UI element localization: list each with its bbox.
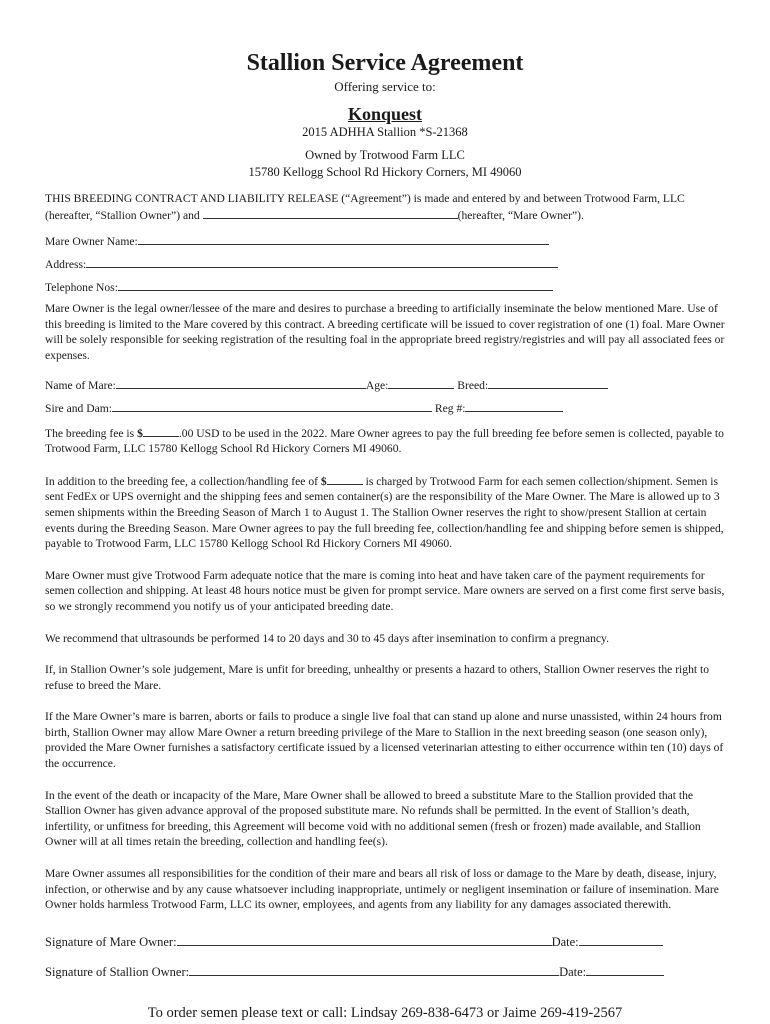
stallion-owner-date-label: Date: bbox=[559, 964, 587, 979]
mare-owner-signature-blank[interactable] bbox=[177, 933, 552, 946]
breed-blank[interactable] bbox=[488, 377, 608, 389]
mare-owner-name-field[interactable] bbox=[45, 233, 725, 250]
death-paragraph: In the event of the death or incapacity of the Mare, Mare Owner shall be allowed to breed a substitute Mare to the Stallion provided that the Stallion Owner has given advance approval of the proposed substitute mare. No refunds shall be permitted. In the event of Stallion’s death, infertility, or unfitness for breeding, this Agreement will become void with no additional semen (fresh or frozen) made available, and Stallion Owner will at all times retain the breeding, collection and handling fee(s). bbox=[45, 788, 701, 849]
mare-owner-paragraph: Mare Owner is the legal owner/lessee of the mare and desires to purchase a breeding to artificially inseminate the below mentioned Mare. Use of this breeding is limited to the Mare covered by this contract. A breeding certificate will be issued to cover registration of one (1) foal. Mare Owner will be solely responsible for seeking registration of the resulting foal in the appropriate breed registry/registries and will pay all associated fees or expenses. bbox=[45, 302, 725, 362]
fee-text-1: The breeding fee is bbox=[45, 426, 138, 440]
responsibility-paragraph: Mare Owner assumes all responsibilities for the condition of their mare and bears all risk of loss or damage to the Mare by death, disease, injury, infection, or otherwise and by any cause whatsoever including inappropriate, untimely or negligent insemination or failure of insemination. Mare Owner holds harmless Trotwood Farm, LLC its owner, employees, and agents from any liability for any damages associated therewith. bbox=[45, 867, 719, 912]
mare-name-blank[interactable] bbox=[116, 377, 366, 389]
fee-dollar: $ bbox=[137, 426, 143, 440]
notice-paragraph: Mare Owner must give Trotwood Farm adequate notice that the mare is coming into heat and have taken care of the payment requirements for semen collection and shipping. At least 48 hours notice must be given for prompt service. Mare owners are served on a first come first serve basis, so we strongly recommend you notify us of your anticipated breeding date. bbox=[45, 568, 725, 613]
handling-fee-paragraph bbox=[45, 473, 725, 552]
offering-subtitle: Offering service to: bbox=[334, 79, 436, 94]
mare-name-label: Name of Mare: bbox=[45, 378, 116, 392]
mare-owner-party-blank[interactable] bbox=[203, 207, 458, 219]
handling-dollar: $ bbox=[320, 474, 327, 488]
intro-text-2: (hereafter, “Stallion Owner”) and bbox=[45, 208, 203, 222]
agreement-page bbox=[45, 48, 725, 1023]
breeding-fee-paragraph bbox=[45, 425, 725, 457]
barren-paragraph: If the Mare Owner’s mare is barren, aborts or fails to produce a single live foal that can stand up alone and nurse unassisted, within 24 hours from birth, Stallion Owner may allow Mare Owner a return breeding privilege of the Mare to Stallion in the next breeding season (one season only), provided the Mare Owner furnishes a satisfactory certificate issued by a licensed veterinarian attesting to either occurrence within ten (10) days of the occurrence. bbox=[45, 710, 724, 771]
ultrasound-paragraph: We recommend that ultrasounds be performed 14 to 20 days and 30 to 45 days after insemination to confirm a pregnancy. bbox=[45, 631, 609, 645]
farm-address: 15780 Kellogg School Rd Hickory Corners, MI 49060 bbox=[248, 165, 522, 179]
page-title: Stallion Service Agreement bbox=[246, 50, 524, 76]
mare-details-field[interactable] bbox=[45, 377, 725, 394]
mare-owner-name-blank[interactable] bbox=[138, 233, 549, 245]
sire-dam-field[interactable] bbox=[45, 400, 725, 417]
sire-dam-label: Sire and Dam: bbox=[45, 401, 112, 415]
sire-dam-blank[interactable] bbox=[112, 400, 432, 412]
reg-label: Reg #: bbox=[434, 401, 466, 415]
telephone-field[interactable] bbox=[45, 279, 725, 296]
telephone-label: Telephone Nos: bbox=[45, 281, 118, 295]
mare-owner-signature-field[interactable] bbox=[45, 933, 725, 951]
stallion-owner-date-blank[interactable] bbox=[586, 963, 664, 976]
owner-line: Owned by Trotwood Farm LLC bbox=[305, 148, 465, 162]
handling-text-1: In addition to the breeding fee, a collection/handling fee of bbox=[45, 474, 321, 488]
unfit-paragraph: If, in Stallion Owner’s sole judgement, Mare is unfit for breeding, unhealthy or presents a hazard to others, Stallion Owner reserves the right to refuse to breed the Mare. bbox=[45, 663, 710, 692]
intro-text-3: (hereafter, “Mare Owner”). bbox=[457, 208, 584, 222]
telephone-blank[interactable] bbox=[118, 279, 553, 291]
address-field[interactable] bbox=[45, 256, 725, 273]
mare-owner-date-blank[interactable] bbox=[579, 933, 663, 946]
handling-fee-blank[interactable] bbox=[327, 473, 363, 485]
age-label: Age: bbox=[365, 378, 389, 392]
stallion-name: Konquest bbox=[347, 104, 423, 124]
address-label: Address: bbox=[45, 258, 87, 272]
handling-text-2: is charged by Trotwood Farm for each semen collection/shipment. Semen is sent FedEx or UPS overnight and the shipping fees and semen container(s) are the responsibility of the Mare Owner. The Mare is allowed up to 3 semen shipments within the Breeding Season of March 1 to August 1. The Stallion Owner reserves the right to show/present Stallion at certain events during the Breeding Season. Mare Owner agrees to pay the full breeding fee, collection/handling fee and shipping before semen is shipped, payable to Trotwood Farm, LLC 15780 Kellogg School Rd Hickory Corners MI 49060. bbox=[45, 474, 724, 551]
mare-owner-date-label: Date: bbox=[551, 934, 579, 949]
stallion-registration: 2015 ADHHA Stallion *S-21368 bbox=[302, 125, 468, 139]
contact-line: To order semen please text or call: Lindsay 269-838-6473 or Jaime 269-419-2567 bbox=[147, 1004, 623, 1021]
stallion-owner-signature-blank[interactable] bbox=[189, 963, 559, 976]
breeding-fee-blank[interactable] bbox=[143, 425, 179, 437]
age-blank[interactable] bbox=[388, 377, 454, 389]
mare-owner-name-label: Mare Owner Name: bbox=[45, 235, 138, 249]
address-blank[interactable] bbox=[86, 256, 558, 268]
stallion-owner-signature-field[interactable] bbox=[45, 963, 725, 981]
stallion-owner-signature-label: Signature of Stallion Owner: bbox=[45, 964, 190, 979]
intro-paragraph bbox=[45, 191, 725, 223]
intro-text-1: THIS BREEDING CONTRACT AND LIABILITY RELEASE (“Agreement”) is made and entered by and between Trotwood Farm, LLC bbox=[45, 192, 685, 205]
fee-text-2: .00 USD to be used in the 2022. Mare Owner agrees to pay the full breeding fee before semen is collected, payable to Trotwood Farm, LLC 15780 Kellogg School Rd Hickory Corners MI 49060. bbox=[45, 426, 724, 456]
reg-blank[interactable] bbox=[465, 400, 563, 412]
breed-label: Breed: bbox=[457, 378, 489, 392]
mare-owner-signature-label: Signature of Mare Owner: bbox=[45, 934, 177, 949]
